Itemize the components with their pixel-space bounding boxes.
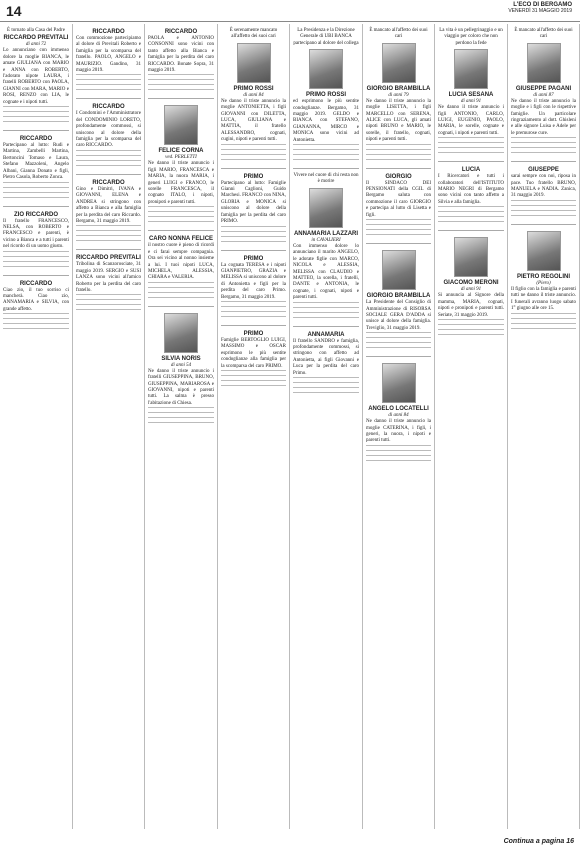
obituary-notice [221, 26, 286, 169]
notice-text: ed esprimono le più sentite condoglianze. Bergamo, 31 maggio 2019. GELDO e BIANCA con STEFANO, GIANANNA, MIRCO e MONICA sono vicini ad Antonietta. [293, 99, 359, 143]
obituary-notice [366, 26, 431, 169]
notice-text: sarai sempre con noi, riposa in pace. Tuo fratello BRUNO, MANUELA e NADIA. Zanica, 31 maggio 2019. [511, 174, 576, 199]
deceased-name: GIUSEPPE PAGANI [515, 85, 572, 92]
deceased-name: RICCARDO PREVITALI [3, 35, 69, 42]
text-line-filler [438, 221, 504, 226]
obituary-notice [148, 309, 214, 431]
obituary-notice [76, 26, 141, 99]
column-4 [218, 24, 290, 829]
deceased-name: LUCIA SESANA [448, 92, 494, 99]
deceased-name: RICCARDO [92, 104, 125, 111]
deceased-name: FELICE CORNA [158, 148, 204, 155]
obituary-notice [366, 359, 431, 469]
notice-text: I Condomini e l'Amministratore del CONDOMINIO LORETO, profondamente commossi, si uniscono al dolore della famiglia per la scomparsa del caro RICCARDO. [76, 111, 141, 149]
obituary-notice [366, 246, 431, 357]
portrait-photo [527, 43, 561, 83]
notice-text: Gino e Dimitri, IVANA e GIOVANNI, ELENA e ANDREA si stringono con affetto a Bianca e alla famiglia per la perdita del caro Riccardo. Bergamo, 31 maggio 2019. [76, 186, 141, 224]
obituary-notice [221, 328, 286, 394]
notice-lead: È serenamente mancato all'affetto dei suoi cari [229, 28, 278, 40]
obituary-notice [3, 133, 69, 206]
page-number: 14 [6, 3, 22, 19]
notice-text: PAOLA e ANTONIO CONSONNI sono vicini con tanto affetto alla Bianca e famiglia per la perdita del caro RICCARDO. Bonate Sopra, 31 maggio 2019. [148, 36, 214, 74]
text-line-filler [76, 240, 141, 245]
column-2 [73, 24, 145, 829]
deceased-name: PRIMO [243, 255, 264, 262]
notice-text: Il figlio con la famiglia e parenti tutti ne danno il triste annuncio. I funerali avranno luogo sabato 1° giugno alle ore 15. [511, 286, 576, 312]
deceased-age: di anni 91 [460, 99, 482, 105]
portrait-photo [382, 250, 416, 290]
text-line-filler [511, 328, 576, 333]
notice-text: La Presidente del Consiglio di Amministrazione di RISORSA SOCIALE GERA D'ADDA si unisce al dolore della famiglia. Treviglio, 31 maggio 2019. [366, 300, 431, 331]
obituary-notice [3, 26, 69, 131]
notice-lead: Vivere nel cuore di chi resta non è morire [293, 173, 359, 185]
deceased-age: di anni 87 [533, 92, 554, 98]
notice-text: Ne danno il triste annuncio i figli ANTONIO, CARLO, LUIGI, EUGENIO, PAOLO, MARIA, le sorelle, cognate e cognati, i nipoti e parenti tutti. [438, 105, 504, 136]
issue-date: VENERDÌ 31 MAGGIO 2019 [508, 8, 572, 14]
text-line-filler [221, 385, 286, 390]
notice-text: il nostro cuore è pieno di ricordi e ci farai sempre compagnia. Ora sei vicino al nonno insieme a lui. I tuoi nipoti LUCA, MICHELA, ALESSIA, CHIARA e VALERIA. [148, 243, 214, 281]
deceased-name: RICCARDO [92, 179, 125, 186]
deceased-name: PRIMO [243, 173, 264, 180]
deceased-name: RICCARDO PREVITALI [76, 255, 141, 262]
text-line-filler [221, 316, 286, 321]
deceased-name: ANNAMARIA LAZZARI [293, 230, 359, 237]
notice-text: Il SINDACO DEI PENSIONATI della CGIL di Bergamo saluta con commozione il caro GIORGIO e partecipa al lutto di Lisetta e figli. [366, 180, 431, 218]
notice-text: Ne danno il triste annuncio i fratelli GIUSEPPINA, BRUNO, GIUSEPPINA, MARIAROSA e GIOVANNI, nipoti e parenti tutti. La salma è presso l'abitazione di Chiesa. [148, 368, 214, 406]
notice-lead: La vita è un pellegrinaggio e un viaggio per coloro che non perdono la fede [439, 28, 503, 46]
notice-text: Famiglie BERTOGLIO LUIGI, MASSIMO e OSCAR esprimono le più sentite condoglianze alla famiglia per la scomparsa del caro PRIMO. [221, 337, 286, 369]
deceased-name: LUCIA [461, 167, 481, 174]
portrait-photo [237, 43, 271, 83]
notice-text: Si annuncia al Signore della mamma, MARIA, cognati, nipoti e pronipoti e parenti tutti. Seriate, 31 maggio 2019. [438, 293, 504, 318]
deceased-name: PRIMO [243, 330, 264, 337]
column-3 [145, 24, 218, 829]
notice-text: Tribolina di Scanzorosciate, 31 maggio 2019. SERGIO e SUSI LANZA sono vicini all'amico Roberto per la perdita del caro fratello. [76, 262, 141, 293]
notice-lead: È mancato all'affetto dei suoi cari [514, 28, 573, 40]
masthead [508, 2, 572, 14]
page-header [0, 0, 580, 22]
text-line-filler [438, 152, 504, 157]
notice-text: I Ricercatori e tutti i collaboratori dell'ISTITUTO MARIO NEGRI di Bergamo sono vicini con tanto affetto a Silvia e alla famiglia. [438, 174, 504, 205]
obituary-notice [366, 171, 431, 244]
deceased-name: GIACOMO MERONI [443, 280, 499, 287]
notice-text: Ne danno il triste annuncio la moglie ANTONIETTA, i figli GIOVANNI con DILETTA, LUCA, GIULIANA e MATTIA, il fratello ALESSANDRO, cognati, cugini, nipoti e parenti tutti. [221, 98, 286, 143]
notice-text: Ne danno il triste annuncio i figli MARIO, FRANCESCA e MARIA, la nuora MARIA, i generi LUIGI e FRANCO, le sorelle FRANCESCA, il cognato ITALO, i nipoti, pronipoti e parenti tutti. [148, 161, 214, 205]
portrait-photo [454, 49, 488, 89]
obituary-notice [511, 164, 576, 225]
obituary-notice [438, 26, 504, 162]
text-line-filler [293, 159, 359, 164]
notice-text: Ciao zio, il tuo sorriso ci mancherà. Ciao zio, ANNAMARIA e SILVIA, con grande affetto. [3, 287, 69, 312]
deceased-name: RICCARDO [19, 136, 53, 143]
text-line-filler [366, 159, 431, 164]
text-line-filler [221, 241, 286, 246]
text-line-filler [366, 234, 431, 239]
notice-text: Il fratello SANDRO e famiglia, profondamente commossi, si stringono con affetto ad Antonietta, ai figli Giovanni e Luca per la perdita del caro Primo. [293, 338, 359, 376]
column-6 [363, 24, 435, 829]
notice-lead: La Presidenza e la Direzione Generale di UBI BANCA partecipano al dolore del collega [293, 28, 359, 46]
column-8 [508, 24, 580, 829]
deceased-name: PRIMO ROSSI [233, 85, 274, 92]
column-5 [290, 24, 363, 829]
portrait-photo [382, 43, 416, 83]
portrait-photo [527, 231, 561, 271]
deceased-name: PRIMO ROSSI [305, 92, 346, 99]
obituary-notice [148, 233, 214, 306]
text-line-filler [511, 215, 576, 220]
obituary-notice [76, 252, 141, 318]
text-line-filler [293, 392, 359, 397]
notice-text: Partecipano al lutto: Famiglie Gianni Caglioni, Guido Marchesi. FRANCO con NINA, GLORIA e MONICA si uniscono al dolore della famiglia per la perdita del caro PRIMO. [221, 180, 286, 225]
text-line-filler [3, 328, 69, 333]
portrait-photo [309, 49, 343, 89]
continue-note: Continua a pagina 16 [503, 838, 574, 845]
notice-text: Ne danno il triste annuncio la moglie CATERINA, i figli, i generi, la nuora, i nipoti e parenti tutti. [366, 419, 431, 444]
text-line-filler [3, 266, 69, 271]
deceased-age: di anni 79 [388, 92, 409, 98]
obituary-notice [293, 26, 359, 169]
notice-text: Ne danno il triste annuncio la moglie LISETTA, i figli MARCELLO con SERENA, ALICE con LUCA, gli amati nipoti BRUNO e MARIO, le sorelle, il fratello, cognati, nipoti e parenti tutti. [366, 98, 431, 143]
text-line-filler [76, 89, 141, 94]
obituary-notice [3, 278, 69, 338]
newspaper-name: L'ECO DI BERGAMO [513, 2, 572, 8]
deceased-name: GIORGIO [385, 173, 412, 180]
text-line-filler [221, 159, 286, 164]
obituary-notice [511, 26, 576, 162]
text-line-filler [366, 460, 431, 465]
deceased-name: GIUSEPPE [528, 167, 559, 174]
deceased-name: GIORGIO BRAMBILLA [366, 293, 431, 300]
portrait-photo [164, 105, 198, 145]
text-line-filler [148, 89, 214, 94]
text-line-filler [76, 165, 141, 170]
obituary-notice [438, 233, 504, 343]
deceased-age: (Piero) [536, 280, 551, 286]
notice-text: Lo annunciano con immenso dolore la moglie BIANCA, le amate GIULIANA con MARIO e ANNA con ROBERTO, l'adorato nipote LAURA, i fratelli ROBERTO con PAOLA, GIANNI con MARA, MARIO e ROSI, RENZO con LIA, le cognate e i nipoti tutti. [3, 48, 69, 105]
deceased-name: GIORGIO BRAMBILLA [366, 85, 431, 92]
notice-text: Partecipano al lutto: Rudi e Martina, Zambelli Martina, Bertoncini Tomaso e Laura, Stefano Mazzoleni, Angelo Albani, Gianna Donato e figli, Pietro Casola, Roberto Zonca. [3, 143, 69, 181]
column-1 [0, 24, 73, 829]
text-line-filler [438, 334, 504, 339]
obituary-notice [148, 101, 214, 231]
notice-text: Il fratello FRANCESCO, NELSA, con ROBERTO e FRANCESCO e parenti, è vicino a Bianca e a tutti i parenti nel ricordo di un uomo giusto. [3, 218, 69, 250]
text-line-filler [148, 297, 214, 302]
obituary-notice [148, 26, 214, 99]
obituary-notice [511, 227, 576, 337]
deceased-name: RICCARDO [19, 280, 53, 287]
column-7 [435, 24, 508, 829]
portrait-photo [164, 313, 198, 353]
text-line-filler [366, 347, 431, 352]
deceased-age: in CAVALIERI [311, 237, 341, 243]
text-line-filler [293, 317, 359, 322]
text-line-filler [76, 309, 141, 314]
text-line-filler [148, 422, 214, 427]
obituary-notice [3, 209, 69, 276]
notice-lead: È tornato alla Casa del Padre [7, 28, 65, 33]
text-line-filler [511, 152, 576, 157]
obituary-notice [293, 171, 359, 326]
obituary-notice [293, 329, 359, 401]
obituary-notice [76, 177, 141, 250]
obituary-notice [221, 253, 286, 326]
portrait-photo [309, 188, 343, 228]
deceased-age: ved. PERLETTI [165, 155, 197, 161]
deceased-name: CARO NONNA FELICE [148, 236, 214, 243]
deceased-name: SILVIA NORIS [161, 355, 201, 362]
deceased-age: di anni 54 [170, 362, 192, 368]
deceased-name: ANNAMARIA [307, 331, 345, 338]
deceased-age: di anni 91 [460, 287, 482, 293]
notice-text: Con immenso dolore lo annunciano il marito ANGELO, le adorate figlie con MARCO, NICOLA e ALESSIA, MELISSA con CLAUDIO e MATTEO, la sorella, i fratelli, DANTE e ANTONIA, le cognate, i cognati, nipoti e parenti tutti. [293, 243, 359, 301]
obituary-notice [438, 164, 504, 231]
notice-text: Ne danno il triste annuncio la moglie e i figli con le rispettive famiglie. Un particolare ringraziamento al dott. Ghisleni e alle signore Luisa e Adele per le premurose cure. [511, 98, 576, 136]
deceased-age: di anni 84 [243, 92, 264, 98]
text-line-filler [148, 221, 214, 226]
text-line-filler [3, 197, 69, 202]
text-line-filler [3, 121, 69, 126]
deceased-name: ANGELO LOCATELLI [368, 406, 429, 413]
deceased-name: RICCARDO [92, 29, 125, 35]
deceased-age: di anni 84 [388, 413, 409, 419]
deceased-age: di anni 72 [25, 42, 47, 48]
portrait-photo [454, 237, 488, 277]
notice-lead: È mancato all'affetto dei suoi cari [369, 28, 428, 40]
deceased-name: PIETRO REGOLINI [516, 273, 570, 280]
notice-text: Con commozione partecipiamo al dolore di Previtali Roberto e famiglia per la scomparsa del fratello. PAOLO, ANGELO e MAURIZIO. Gandino, 31 maggio 2019. [76, 36, 141, 74]
deceased-name: RICCARDO [164, 29, 198, 35]
obituary-notice [76, 101, 141, 174]
portrait-photo [382, 363, 416, 403]
obituary-notice [221, 171, 286, 251]
deceased-name: ZIO RICCARDO [14, 211, 58, 218]
notice-text: La cognata TERESA e i nipoti GIANPIETRO, GRAZIA e MELISSA si uniscono al dolore di Antonietta e figli per la perdita del caro Primo. Bergamo, 31 maggio 2019. [221, 262, 286, 300]
